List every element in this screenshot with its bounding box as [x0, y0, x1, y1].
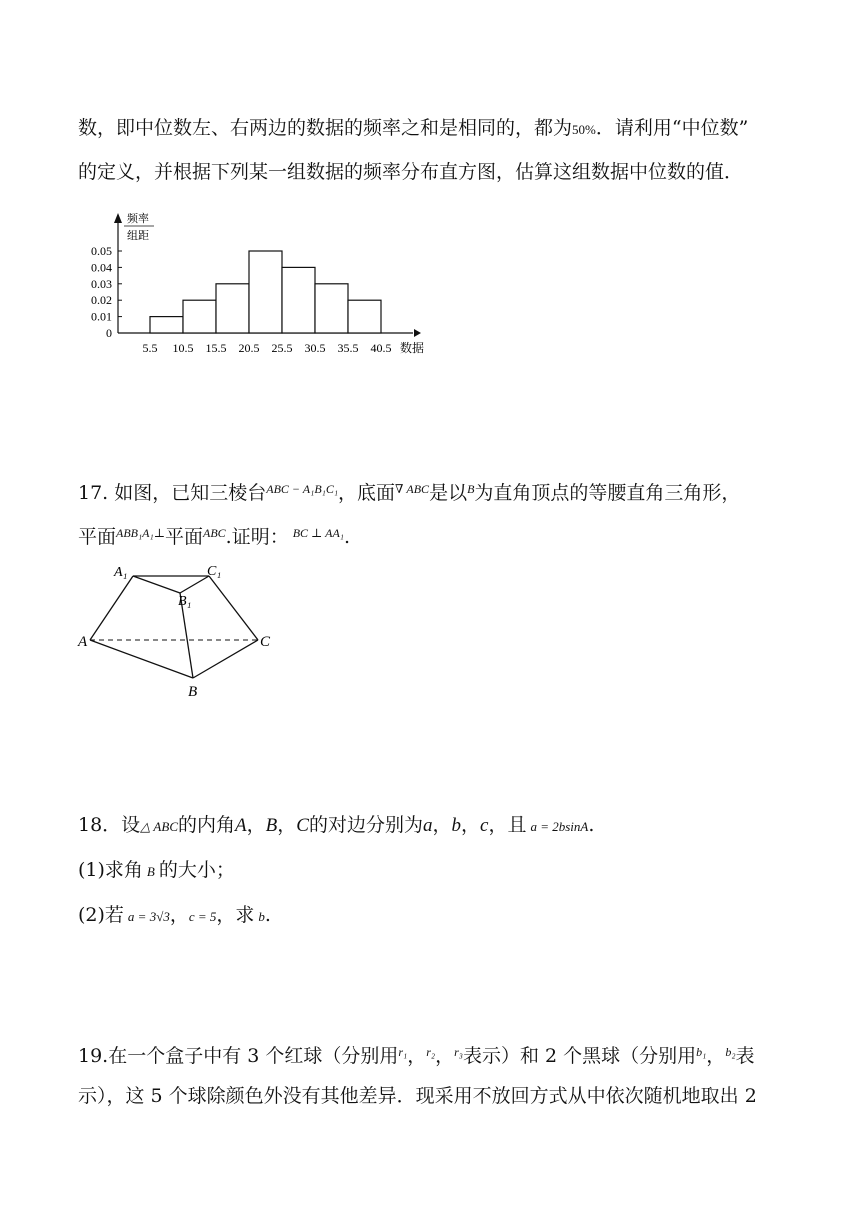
q18-intro: 18．设 [78, 814, 141, 836]
q18-part1-text: (1)求角 [78, 859, 143, 881]
sep-1: ， [246, 814, 266, 836]
q17-line-1 [78, 477, 740, 505]
x-tick-label: 35.5 [337, 341, 359, 355]
q18-part2-end: . [264, 904, 271, 926]
side-b: b [451, 815, 461, 836]
label-B1: B₁ [178, 594, 192, 609]
x-tick-label: 5.5 [142, 341, 158, 355]
y-tick-label: 0.04 [91, 260, 112, 275]
proof-claim: BC ⊥ AA₁ [292, 526, 344, 540]
q18-part-1 [78, 858, 235, 884]
angle-B: B [265, 815, 278, 836]
q18-line-1 [78, 813, 594, 839]
y-tick-label: 0 [106, 326, 112, 340]
side-c: c [480, 815, 489, 836]
q17-text-h: . [343, 526, 350, 548]
q18-text-d: ，且 [488, 814, 527, 836]
histogram-bar [348, 300, 381, 333]
q18-part2-text: (2)若 [78, 904, 124, 926]
histogram-bars [150, 251, 381, 333]
sep-6: ， [407, 1045, 427, 1067]
label-C1: C₁ [207, 564, 222, 579]
black-ball-b2: b₂ [725, 1045, 736, 1059]
a-value: a = 3√3 [127, 909, 170, 924]
frustum-figure [70, 560, 280, 705]
sep-2: ， [277, 814, 297, 836]
q18-part-2 [78, 903, 271, 929]
q19-line-2: 示），这 5 个球除颜色外没有其他差异．现采用不放回方式从中依次随机地取出 2 [78, 1085, 757, 1107]
y-tick-label: 0.03 [91, 276, 112, 291]
histogram-bar [282, 267, 315, 333]
sep-8: ， [706, 1045, 726, 1067]
q17-text-b: ，底面 [338, 482, 396, 504]
q17-text-e: 平面 [78, 526, 117, 548]
label-A1: A₁ [114, 565, 128, 580]
plane-abb1a1: ABB₁A₁ [116, 526, 154, 540]
angle-C: C [296, 815, 309, 836]
c-value: c = 5 [188, 909, 217, 924]
side-a: a [422, 815, 433, 836]
perp-symbol: ⊥ [153, 526, 165, 540]
q18-text-c: 的对边分别为 [308, 814, 423, 836]
find-b: b [258, 909, 265, 924]
frequency-histogram [78, 205, 438, 360]
sep-4: ， [460, 814, 480, 836]
sep-5: ， [169, 904, 189, 926]
histogram-bar [315, 284, 348, 333]
histogram-bar [249, 251, 282, 333]
x-tick-label: 25.5 [271, 341, 293, 355]
intro-text: 数，即中位数左、右两边的数据的频率之和是相同的，都为 [78, 117, 573, 139]
right-angle-vertex: B [467, 482, 475, 496]
q17-text-f: 平面 [164, 526, 203, 548]
base-triangle: ∇ ABC [395, 482, 430, 496]
x-tick-label: 20.5 [238, 341, 260, 355]
y-tick-label: 0.01 [91, 309, 112, 324]
frustum-edges [90, 576, 258, 678]
intro-line-2: 的定义，并根据下列某一组数据的频率分布直方图，估算这组数据中位数的值． [78, 161, 744, 183]
histogram-bar [183, 300, 216, 333]
q17-text-c: 是以 [429, 482, 468, 504]
y-tick-label: 0.05 [91, 244, 112, 258]
histogram-bar [216, 284, 249, 333]
q19-text-b: 表示）和 2 个黑球（分别用 [462, 1045, 697, 1067]
ylabel-bottom: 组距 [127, 230, 149, 242]
x-tick-label: 40.5 [370, 341, 392, 355]
xlabel: 数据 [400, 341, 425, 355]
q17-line-2 [78, 521, 350, 549]
q17-intro: 17. 如图，已知三棱台 [78, 482, 267, 504]
x-tick-label: 15.5 [205, 341, 227, 355]
q19-line-1 [78, 1040, 755, 1068]
ylabel-top: 频率 [127, 213, 149, 225]
plane-abc: ABC [203, 526, 226, 540]
red-ball-r1: r₁ [398, 1045, 408, 1059]
label-B: B [188, 684, 198, 700]
intro-text-end: ．请利用“中位数” [595, 117, 749, 139]
x-tick-label: 10.5 [172, 341, 194, 355]
condition-equation: a = 2bsinA [530, 819, 589, 834]
q19-intro: 19.在一个盒子中有 3 个红球（分别用 [78, 1045, 399, 1067]
histogram-y-ticks [91, 244, 122, 340]
frustum-name: ABC − A₁B₁C₁ [266, 482, 338, 496]
q18-text-b: 的内角 [178, 814, 236, 836]
q18-part1-end: 的大小； [158, 859, 235, 881]
q17-text-g: .证明： [225, 526, 289, 548]
y-tick-label: 0.02 [91, 293, 112, 308]
intro-line-1 [78, 116, 748, 142]
black-ball-b1: b₁ [696, 1045, 707, 1059]
angle-A: A [235, 815, 247, 836]
part1-angle-B: B [146, 864, 155, 879]
sep-7: ， [435, 1045, 455, 1067]
sep-3: ， [432, 814, 452, 836]
histogram-bar [150, 317, 183, 333]
x-tick-label: 30.5 [304, 341, 326, 355]
label-A: A [78, 634, 88, 650]
red-ball-r3: r₃ [454, 1045, 463, 1059]
q18-part2-find: ，求 [216, 904, 255, 926]
red-ball-r2: r₂ [426, 1045, 436, 1059]
triangle-abc: △ ABC [140, 819, 178, 834]
q19-text-c: 表 [735, 1045, 755, 1067]
q18-text-e: . [588, 814, 595, 836]
label-C: C [260, 634, 271, 650]
histogram-x-ticks [143, 341, 392, 355]
q17-text-d: 为直角顶点的等腰直角三角形， [474, 482, 741, 504]
fifty-percent: 50% [572, 122, 596, 137]
